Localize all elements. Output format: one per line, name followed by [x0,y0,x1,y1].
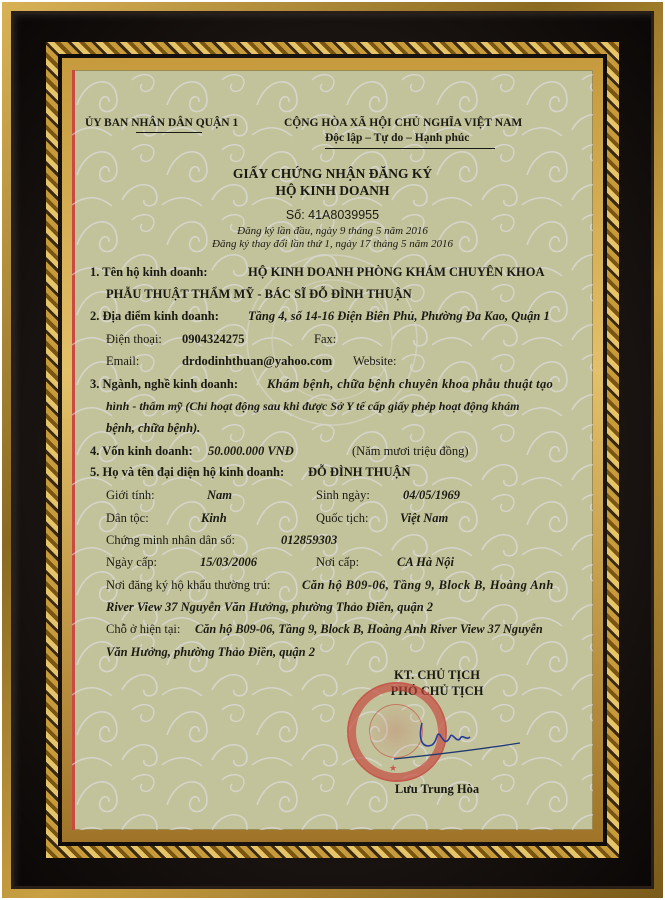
dob-label: Sinh ngày: [316,488,370,502]
signatory-name: Lưu Trung Hòa [394,782,480,796]
country-heading: CỘNG HÒA XÃ HỘI CHỦ NGHĨA VIỆT NAM [284,117,523,129]
current-address-value: Căn hộ B09-06, Tầng 9, Block B, Hoàng Anh River View 37 Nguyễn [195,622,543,636]
capital-label: 4. Vốn kinh doanh: [90,444,193,458]
phone-value: 0904324275 [182,332,245,346]
signature-icon [392,715,532,765]
gender-label: Giới tính: [106,488,155,502]
national-motto: Độc lập – Tự do – Hạnh phúc [325,132,470,144]
issue-date-value: 15/03/2006 [200,555,257,569]
id-number-value: 012859303 [281,533,338,547]
permanent-address-value: Căn hộ B09-06, Tầng 9, Block B, Hoàng Anh [302,578,554,592]
capital-in-words: (Năm mươi triệu đồng) [352,444,469,458]
dob-value: 04/05/1969 [403,488,460,502]
issuer-heading: ỦY BAN NHÂN DÂN QUẬN 1 [85,117,239,129]
motto-underline [325,148,495,149]
permanent-address-value-cont: River View 37 Nguyễn Văn Hưởng, phường Thảo Điền, quận 2 [106,600,434,614]
certificate-content [72,70,593,830]
signature-title-line2: PHÓ CHỦ TỊCH [390,684,484,698]
fax-label: Fax: [314,332,337,346]
star-icon: ★ [389,763,398,773]
website-label: Website: [353,354,397,368]
nationality-value: Việt Nam [400,511,449,525]
issue-place-label: Nơi cấp: [316,555,360,569]
business-address-value: Tầng 4, số 14-16 Điện Biên Phủ, Phường Đa Kao, Quận 1 [248,309,550,323]
capital-value: 50.000.000 VNĐ [208,444,294,458]
representative-name: ĐỖ ĐÌNH THUẬN [308,465,411,479]
business-line-label: 3. Ngành, nghề kinh doanh: [90,377,238,391]
business-line-value-cont2: bệnh, chữa bệnh). [106,421,201,435]
id-number-label: Chứng minh nhân dân số: [106,533,235,547]
gender-value: Nam [207,488,232,502]
business-address-label: 2. Địa điểm kinh doanh: [90,309,219,323]
business-line-value: Khám bệnh, chữa bệnh chuyên khoa phẫu thuật tạo [267,377,554,391]
issuer-underline [136,132,202,133]
issue-place-value: CA Hà Nội [397,555,454,569]
business-name-value-cont: PHẪU THUẬT THẨM MỸ - BÁC SĨ ĐỖ ĐÌNH THUẬN [106,287,412,301]
signature-title-line1: KT. CHỦ TỊCH [393,668,480,682]
current-address-label: Chỗ ở hiện tại: [106,622,181,636]
ethnicity-label: Dân tộc: [106,511,149,525]
certificate-number: Số: 41A8039955 [285,208,380,222]
business-line-value-cont1: hình - thẩm mỹ (Chỉ hoạt động sau khi được Sở Y tế cấp giấy phép hoạt động khám [106,399,520,413]
change-registration-date: Đăng ký thay đổi lần thứ 1, ngày 17 tháng 5 năm 2016 [212,238,453,250]
ethnicity-value: Kinh [201,511,227,525]
representative-label: 5. Họ và tên đại diện hộ kinh doanh: [90,465,285,479]
permanent-address-label: Nơi đăng ký hộ khẩu thường trú: [106,578,271,592]
email-label: Email: [106,354,140,368]
business-name-value: HỘ KINH DOANH PHÒNG KHÁM CHUYÊN KHOA [248,265,545,279]
document-title-line2: HỘ KINH DOANH [275,183,390,198]
phone-label: Điện thoại: [106,332,162,346]
email-value: drdodinhthuan@yahoo.com [182,354,333,368]
current-address-value-cont: Văn Hưởng, phường Thảo Điền, quận 2 [106,645,316,659]
issue-date-label: Ngày cấp: [106,555,158,569]
document-title-line1: GIẤY CHỨNG NHẬN ĐĂNG KÝ [232,166,433,181]
first-registration-date: Đăng ký lần đầu, ngày 9 tháng 5 năm 2016 [237,225,428,237]
business-name-label: 1. Tên hộ kinh doanh: [90,265,208,279]
nationality-label: Quốc tịch: [316,511,369,525]
